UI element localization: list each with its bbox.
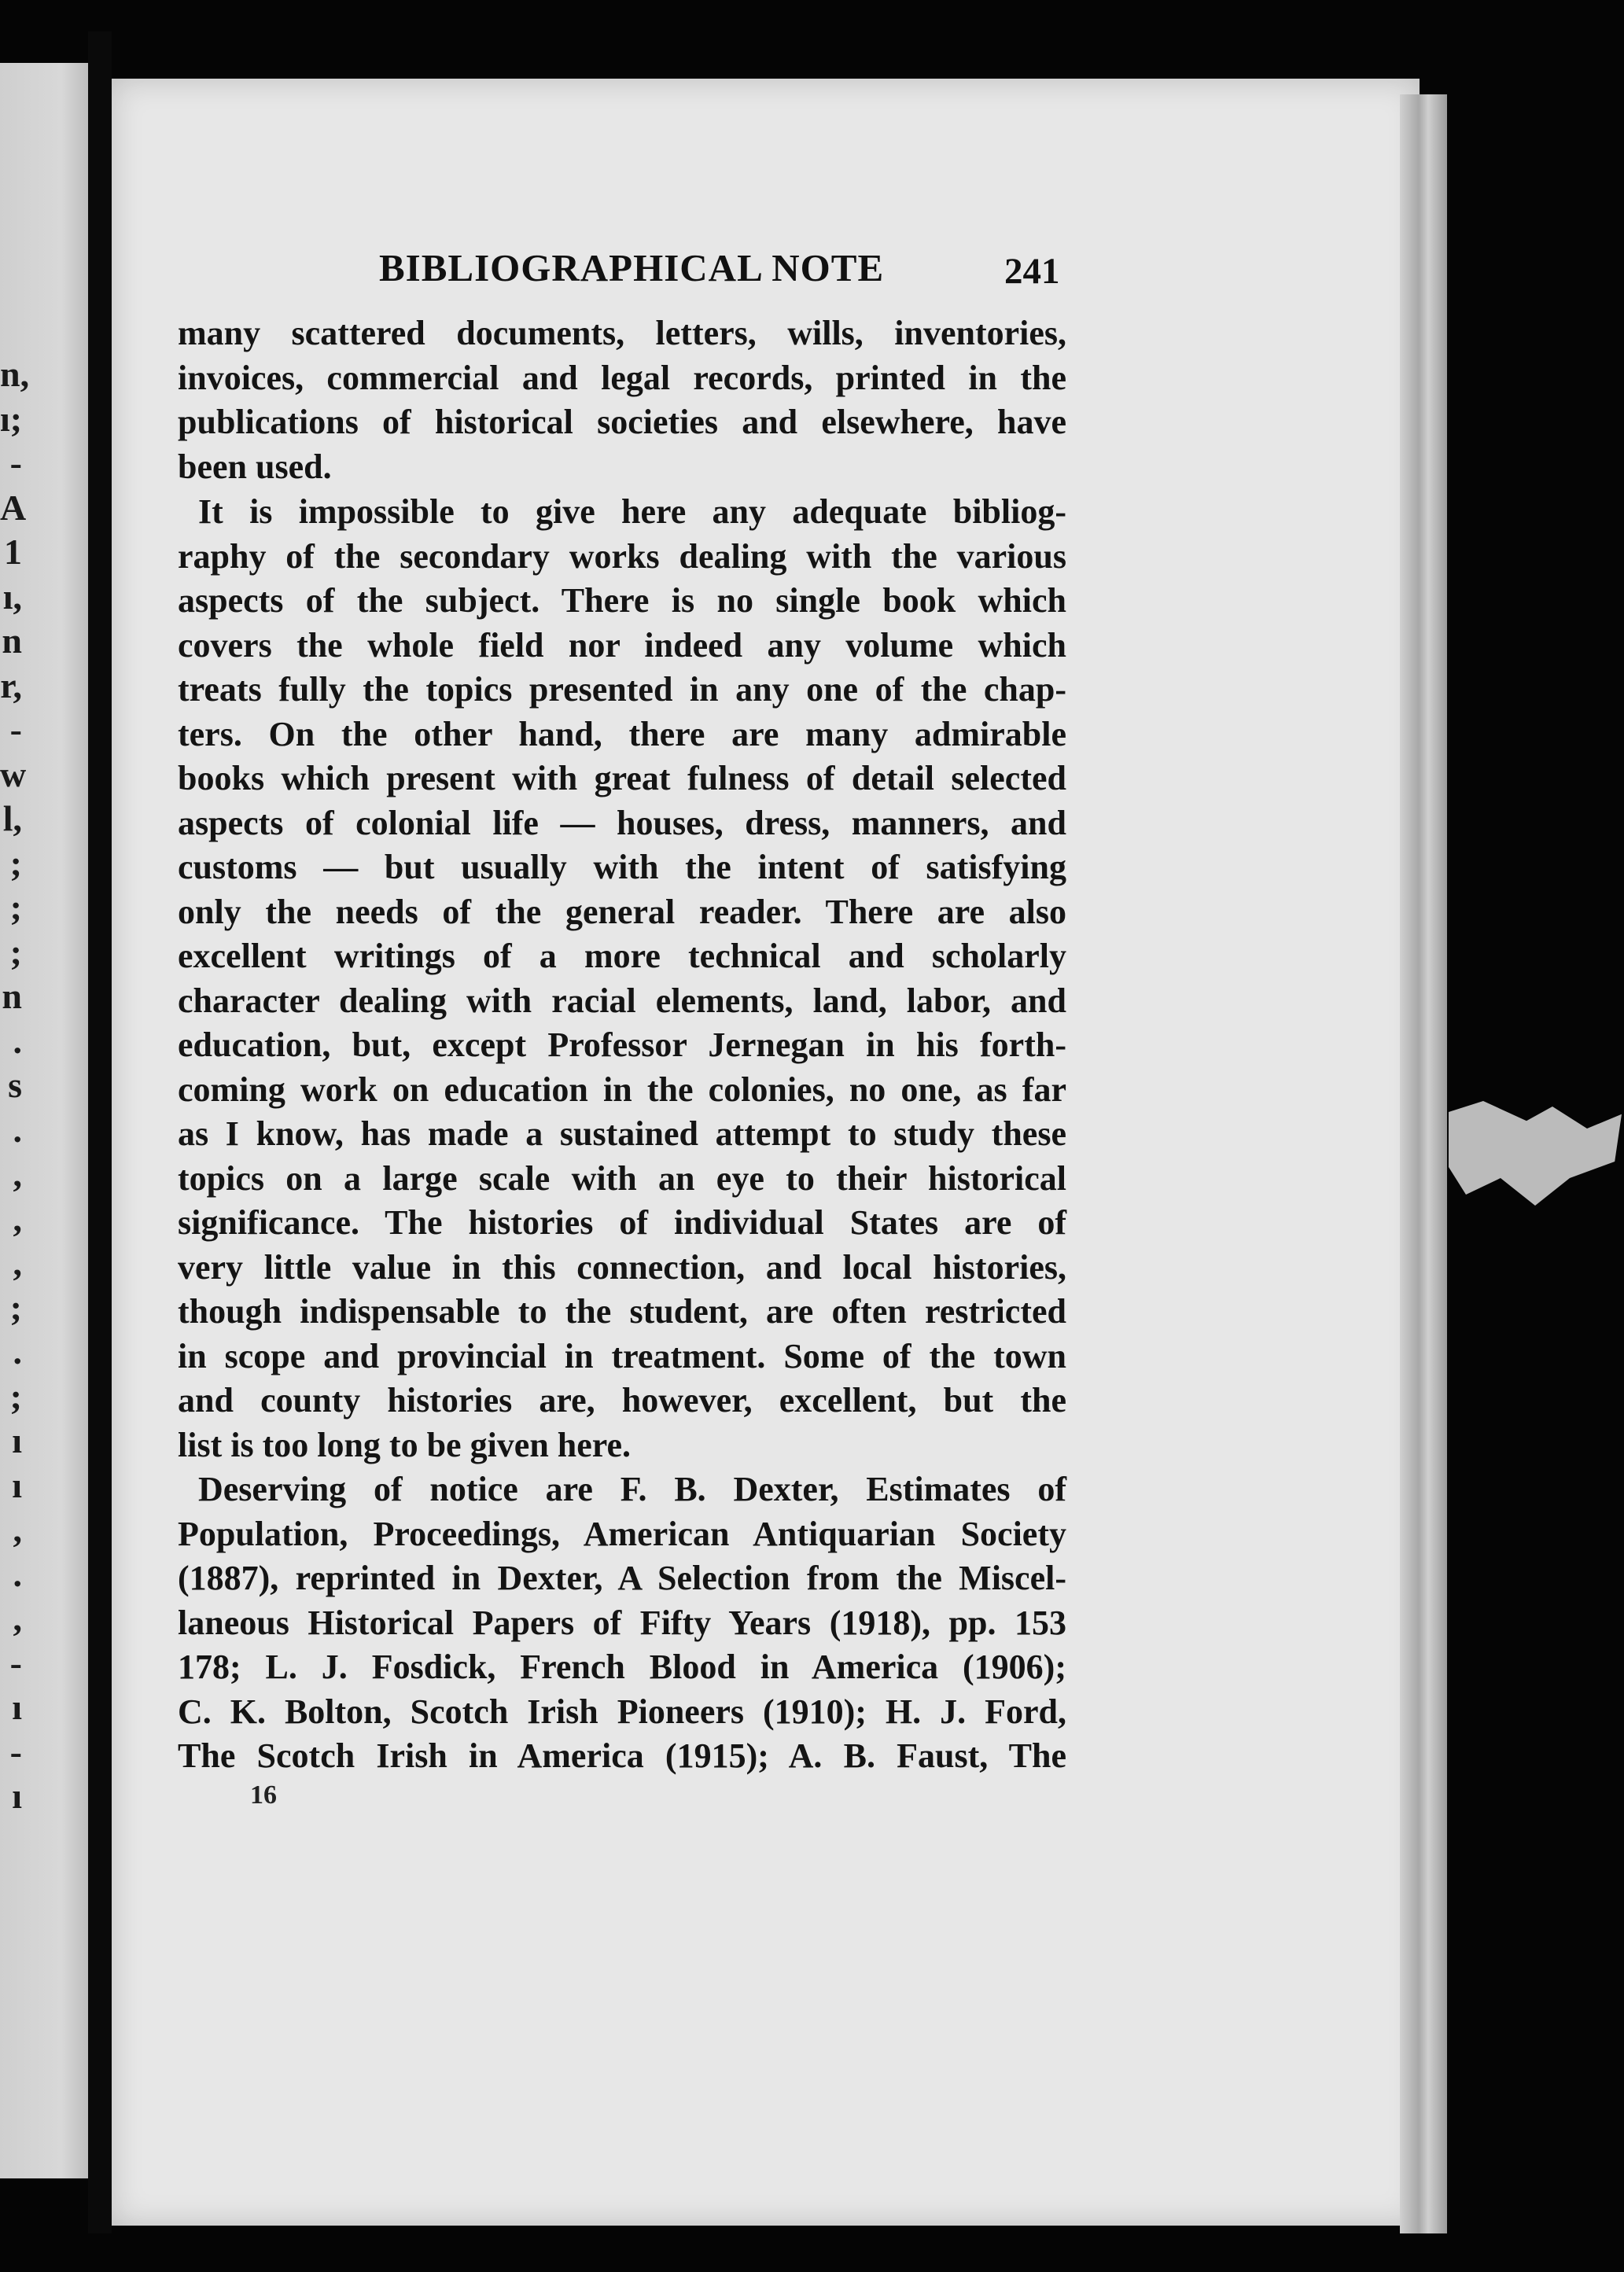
text-line: The Scotch Irish in America (1915); A. B. Faust, The [178, 1736, 1066, 1775]
text-line: Population, Proceedings, American Antiquarian Society [178, 1514, 1066, 1553]
text-line: topics on a large scale with an eye to their historical [178, 1158, 1066, 1198]
text-line: many scattered documents, letters, wills, inventories, [178, 314, 1066, 352]
previous-page-fragment: A [0, 487, 27, 528]
text-line: very little value in this connection, and local histories, [178, 1247, 1066, 1287]
previous-page-fragment: - [9, 443, 22, 483]
previous-page-fragment: ı [12, 1687, 22, 1727]
previous-page-fragment: ı [12, 1464, 22, 1505]
previous-page-fragment: . [13, 1553, 22, 1594]
text-line: only the needs of the general reader. There are also [178, 892, 1066, 931]
previous-page-fragment: ; [9, 1287, 22, 1327]
torn-paper-fragment [1449, 1101, 1622, 1211]
previous-page-fragment: ı [12, 1776, 22, 1816]
previous-page-fragment: ; [9, 842, 22, 883]
text-line: It is impossible to give here any adequate bibliog- [198, 492, 1066, 531]
previous-page-fragment: w [0, 753, 27, 794]
text-line: coming work on education in the colonies, no one, as far [178, 1070, 1066, 1109]
text-line: and county histories are, however, excellent, but the [178, 1381, 1066, 1420]
text-line: character dealing with racial elements, land, labor, and [178, 981, 1066, 1020]
text-line: C. K. Bolton, Scotch Irish Pioneers (1910); H. J. Ford, [178, 1692, 1066, 1731]
page-edge-stack [1400, 94, 1447, 2233]
previous-page-fragment: n, [0, 354, 30, 394]
text-line: education, but, except Professor Jernegan in his forth- [178, 1026, 1066, 1064]
text-line: Deserving of notice are F. B. Dexter, Estimates of [198, 1470, 1066, 1508]
text-line: 178; L. J. Fosdick, French Blood in America (1906); [178, 1648, 1066, 1686]
text-line: aspects of the subject. There is no single book which [178, 581, 1066, 620]
text-line: publications of historical societies and elsewhere, have [178, 403, 1066, 441]
book-gutter [88, 31, 112, 2233]
text-line: books which present with great fulness of detail selected [178, 759, 1066, 797]
previous-page-fragment: ı, [2, 576, 22, 617]
previous-page-fragment: r, [0, 665, 22, 705]
previous-page-fragment: . [13, 1020, 22, 1061]
previous-page-fragment: , [13, 1509, 22, 1549]
previous-page-fragment: , [13, 1598, 22, 1638]
paragraph-1 [178, 311, 1066, 489]
previous-page-fragment: n [2, 976, 22, 1016]
page-number: 241 [1004, 251, 1060, 292]
previous-page-fragment: ; [9, 931, 22, 972]
text-line: been used. [178, 447, 332, 486]
previous-page-fragment: ; [9, 887, 22, 927]
text-line: though indispensable to the student, are often restricted [178, 1292, 1066, 1331]
previous-page-fragment: ı; [0, 398, 23, 439]
previous-page-fragment: s [8, 1065, 22, 1105]
text-line: treats fully the topics presented in any one of the chap- [178, 670, 1066, 709]
signature-mark: 16 [250, 1780, 277, 1810]
text-line: ters. On the other hand, there are many admirable [178, 714, 1066, 753]
text-line: as I know, has made a sustained attempt to study these [178, 1114, 1066, 1153]
previous-page-fragment: . [13, 1109, 22, 1150]
text-line: excellent writings of a more technical and scholarly [178, 937, 1066, 975]
previous-page-fragment: - [9, 709, 22, 749]
previous-page-fragment: n [2, 620, 22, 661]
previous-page-fragment: , [13, 1243, 22, 1283]
text-line: covers the whole field nor indeed any volume which [178, 625, 1066, 665]
previous-page-text-fragments [0, 352, 30, 1819]
previous-page-fragment: , [13, 1198, 22, 1239]
previous-page-fragment: . [13, 1331, 22, 1372]
text-line: invoices, commercial and legal records, printed in the [178, 358, 1066, 397]
text-line: customs — but usually with the intent of satisfying [178, 848, 1066, 886]
text-line: aspects of colonial life — houses, dress, manners, and [178, 803, 1066, 842]
running-head: BIBLIOGRAPHICAL NOTE [379, 246, 885, 289]
text-line: significance. The histories of individual States are of [178, 1203, 1066, 1242]
text-line: in scope and provincial in treatment. Some of the town [178, 1336, 1066, 1375]
previous-page-fragment: ; [9, 1375, 22, 1416]
paragraph-3 [178, 1467, 1066, 1779]
previous-page-fragment: - [9, 1731, 22, 1772]
previous-page-fragment: l, [2, 798, 22, 838]
text-line: raphy of the secondary works dealing with the various [178, 536, 1066, 576]
previous-page-fragment: , [13, 1154, 22, 1194]
previous-page-fragment: ı [12, 1420, 22, 1460]
previous-page-fragment: 1 [4, 532, 22, 572]
text-line: laneous Historical Papers of Fifty Years (1918), pp. 153 [178, 1603, 1066, 1642]
text-line: (1887), reprinted in Dexter, A Selection from the Miscel- [178, 1559, 1066, 1597]
text-line: list is too long to be given here. [178, 1425, 632, 1464]
previous-page-edge [0, 63, 88, 2178]
previous-page-fragment: - [9, 1642, 22, 1683]
paragraph-2 [178, 490, 1066, 1467]
